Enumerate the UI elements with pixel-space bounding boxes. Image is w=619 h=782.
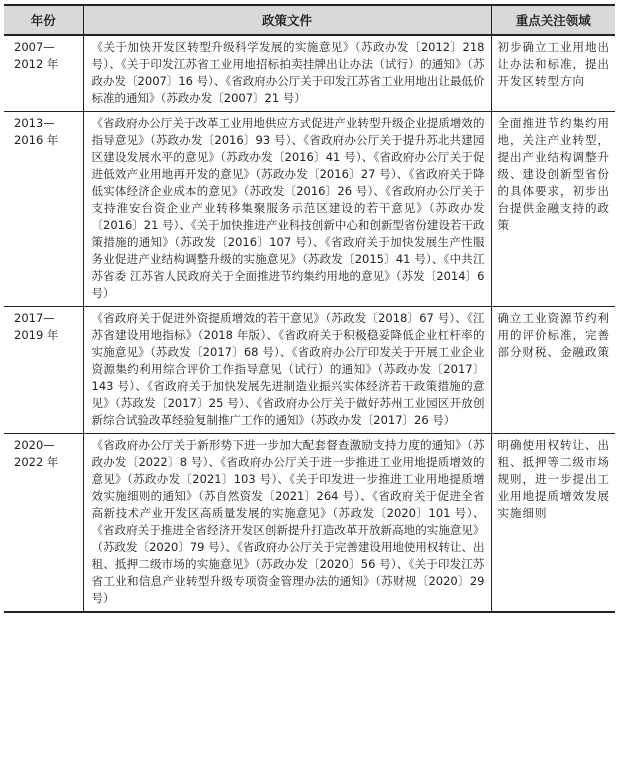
policy-table-container [4, 4, 615, 613]
period-cell: 2007— 2012 年 [4, 35, 83, 112]
period-cell: 2013— 2016 年 [4, 112, 83, 307]
focus-area-cell: 确立工业资源节约利用的评价标准，完善部分财税、金融政策 [491, 307, 615, 434]
policy-files-cell: 《关于加快开发区转型升级科学发展的实施意见》（苏政办发〔2012〕218 号）、《关于印发江苏省工业用地招标拍卖挂牌出让办法（试行）的通知》（苏政办发〔2007〕16 号）、《省政府办公厅关于印发江苏省工业用地出让最低价标准的通知》（苏政办发〔2007〕21 号） [83, 35, 491, 112]
table-row [4, 307, 615, 434]
table-header-row [4, 5, 615, 35]
header-focus: 重点关注领域 [491, 5, 615, 35]
focus-area-cell: 明确使用权转让、出租、抵押等二级市场规则，进一步提出工业用地提质增效发展实施细则 [491, 434, 615, 613]
period-cell: 2017— 2019 年 [4, 307, 83, 434]
header-year: 年份 [4, 5, 83, 35]
table-row [4, 434, 615, 613]
table-row [4, 35, 615, 112]
policy-files-cell: 《省政府办公厅关于改革工业用地供应方式促进产业转型升级企业提质增效的指导意见》（苏政办发〔2016〕93 号）、《省政府办公厅关于提升苏北共建园区建设发展水平的意见》（苏政办发〔2016〕41 号）、《省政府办公厅关于促进低效产业用地再开发的意见》（苏政办发〔2016〕27 号）、《省政府关于降低实体经济企业成本的意见》（苏政发〔2016〕26 号）、《省政府办公厅关于支持淮安台资企业产业转移集聚服务示范区建设的若干意见》（苏政办发〔2016〕21 号）、《关于加快推进产业科技创新中心和创新型省份建设若干政策措施的通知》（苏政发〔2016〕107 号）、《省政府关于加快发展生产性服务业促进产业结构调整升级的实施意见》（苏政发〔2015〕41 号）、《中共江苏省委 江苏省人民政府关于全面推进节约集约用地的意见》（苏发〔2014〕6 号） [83, 112, 491, 307]
policy-files-cell: 《省政府关于促进外资提质增效的若干意见》（苏政发〔2018〕67 号）、《江苏省建设用地指标》（2018 年版）、《省政府关于积极稳妥降低企业杠杆率的实施意见》（苏政发〔2017〕68 号）、《省政府办公厅印发关于开展工业企业资源集约利用综合评价工作指导意见（试行）的通知》（苏政办发〔2017〕143 号）、《省政府关于加快发展先进制造业振兴实体经济若干政策措施的意见》（苏政发〔2017〕25 号）、《省政府办公厅关于做好苏州工业园区开放创新综合试验改革经验复制推广工作的通知》（苏政办发〔2017〕26 号） [83, 307, 491, 434]
focus-area-cell: 初步确立工业用地出让办法和标准，提出开发区转型方向 [491, 35, 615, 112]
table-row [4, 112, 615, 307]
policy-table [4, 4, 615, 613]
period-cell: 2020— 2022 年 [4, 434, 83, 613]
focus-area-cell: 全面推进节约集约用地，关注产业转型，提出产业结构调整升级、建设创新型省份的具体要求，初步出台提供金融支持的政策 [491, 112, 615, 307]
policy-files-cell: 《省政府办公厅关于新形势下进一步加大配套督查激励支持力度的通知》（苏政办发〔2022〕8 号）、《省政府办公厅关于进一步推进工业用地提质增效的意见》（苏政办发〔2021〕103 号）、《关于印发进一步推进工业用地提质增效实施细则的通知》（苏自然资发〔2021〕264 号）、《省政府关于促进全省高新技术产业开发区高质量发展的实施意见》（苏政发〔2020〕101 号）、《省政府关于推进全省经济开发区创新提升打造改革开放新高地的实施意见》（苏政发〔2020〕79 号）、《省政府办公厅关于完善建设用地使用权转让、出租、抵押二级市场的实施意见》（苏政办发〔2020〕56 号）、《关于印发江苏省工业和信息产业转型升级专项资金管理办法的通知》（苏财规〔2020〕29 号） [83, 434, 491, 613]
header-policy: 政策文件 [83, 5, 491, 35]
